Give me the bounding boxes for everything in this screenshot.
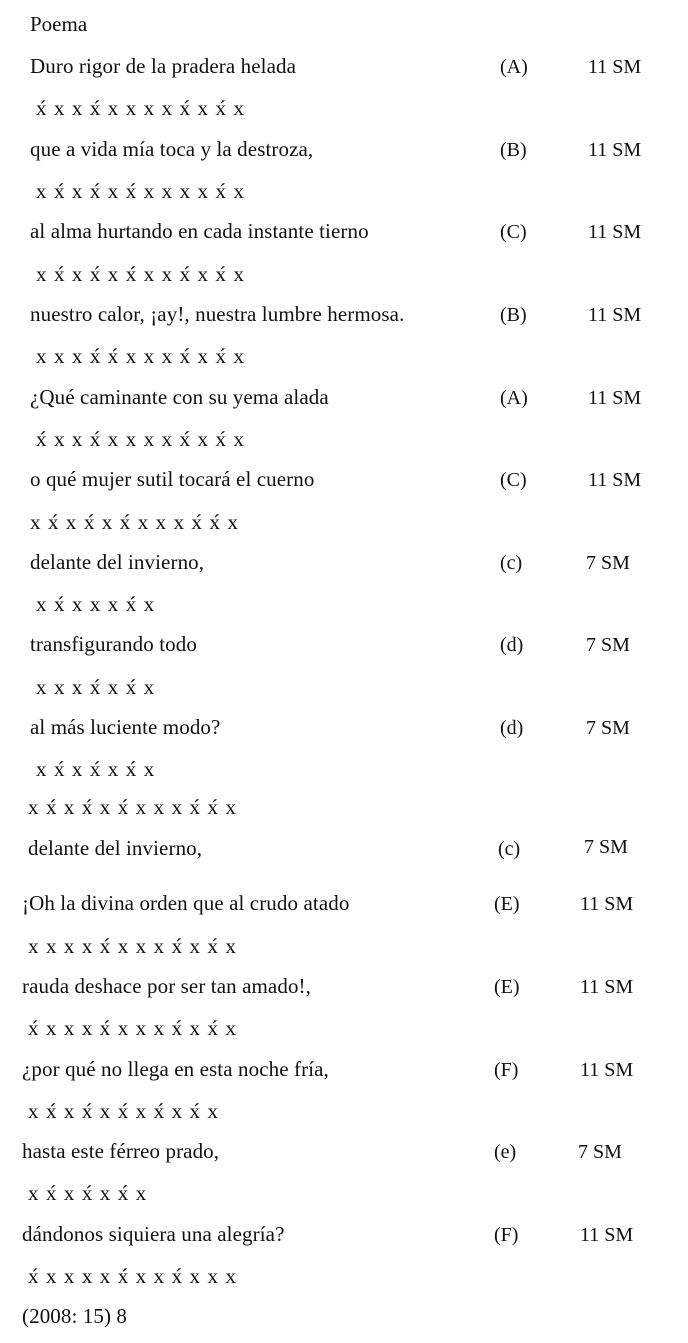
rhyme-label-11: (E) (494, 976, 520, 998)
scansion-line-10: x x x x x́ x x x x́ x x́ x (28, 934, 238, 958)
verse-line-10: ¡Oh la divina orden que al crudo atado (22, 891, 350, 915)
scansion-line-14: x́ x x x x x́ x x x́ x x x (28, 1264, 238, 1288)
rhyme-label-3: (C) (500, 221, 527, 243)
meter-label-4: 11 SM (588, 304, 642, 326)
verse-line-2: que a vida mía toca y la destroza, (30, 137, 314, 161)
rhyme-label-1: (A) (500, 56, 528, 78)
meter-label-6: 11 SM (588, 469, 642, 491)
meter-label-14: 11 SM (580, 1224, 634, 1246)
rhyme-label-7: (c) (500, 552, 523, 574)
scansion-line-3: x x́ x x́ x x́ x x x́ x x́ x (36, 262, 246, 286)
verse-line-6: o qué mujer sutil tocará el cuerno (30, 467, 315, 491)
meter-label-9: 7 SM (586, 717, 630, 739)
verse-line-repeat: delante del invierno, (28, 836, 203, 860)
scansion-line-7: x x́ x x x x́ x (36, 592, 156, 616)
citation: (2008: 15) 8 (22, 1304, 128, 1328)
meter-label-7: 7 SM (586, 552, 630, 574)
scansion-line-9: x x́ x x́ x x́ x (36, 757, 156, 781)
scansion-line-11: x́ x x x x́ x x x x́ x x́ x (28, 1016, 238, 1040)
meter-label-13: 7 SM (578, 1141, 622, 1163)
rhyme-label-5: (A) (500, 387, 528, 409)
scansion-line-1: x́ x x x́ x x x x x́ x x́ x (36, 96, 246, 120)
scansion-line-4: x x x x́ x́ x x x x́ x x́ x (36, 344, 246, 368)
verse-line-1: Duro rigor de la pradera helada (30, 54, 297, 78)
meter-label-10: 11 SM (580, 893, 634, 915)
rhyme-label-10: (E) (494, 893, 520, 915)
rhyme-label-repeat: (c) (498, 838, 521, 860)
rhyme-label-13: (e) (494, 1141, 517, 1163)
scansion-line-8: x x x x́ x x́ x (36, 675, 156, 699)
rhyme-label-14: (F) (494, 1224, 519, 1246)
scansion-line-2: x x́ x x́ x x́ x x x x x́ x (36, 179, 246, 203)
verse-line-8: transfigurando todo (30, 632, 197, 656)
meter-label-8: 7 SM (586, 634, 630, 656)
scansion-line-13: x x́ x x́ x x́ x (28, 1181, 148, 1205)
meter-label-repeat: 7 SM (584, 836, 628, 858)
meter-label-1: 11 SM (588, 56, 642, 78)
meter-label-3: 11 SM (588, 221, 642, 243)
rhyme-label-8: (d) (500, 634, 524, 656)
rhyme-label-9: (d) (500, 717, 524, 739)
verse-line-7: delante del invierno, (30, 550, 205, 574)
verse-line-3: al alma hurtando en cada instante tierno (30, 219, 369, 243)
verse-line-4: nuestro calor, ¡ay!, nuestra lumbre hermosa. (30, 302, 405, 326)
scansion-line-5: x́ x x x́ x x x x x́ x x́ x (36, 427, 246, 451)
meter-label-5: 11 SM (588, 387, 642, 409)
scansion-line-12: x x́ x x́ x x́ x x́ x x́ x (28, 1099, 220, 1123)
rhyme-label-12: (F) (494, 1059, 519, 1081)
meter-label-12: 11 SM (580, 1059, 634, 1081)
rhyme-label-2: (B) (500, 139, 527, 161)
rhyme-label-6: (C) (500, 469, 527, 491)
poem-title: Poema (30, 12, 88, 36)
verse-line-13: hasta este férreo prado, (22, 1139, 220, 1163)
meter-label-2: 11 SM (588, 139, 642, 161)
scansion-line-6: x x́ x x́ x x́ x x x x́ x́ x (30, 510, 240, 534)
meter-label-11: 11 SM (580, 976, 634, 998)
scansion-line-extra: x x́ x x́ x x́ x x x x́ x́ x (28, 795, 238, 819)
verse-line-5: ¿Qué caminante con su yema alada (30, 385, 329, 409)
verse-line-9: al más luciente modo? (30, 715, 221, 739)
rhyme-label-4: (B) (500, 304, 527, 326)
verse-line-12: ¿por qué no llega en esta noche fría, (22, 1057, 329, 1081)
verse-line-11: rauda deshace por ser tan amado!, (22, 974, 311, 998)
verse-line-14: dándonos siquiera una alegría? (22, 1222, 285, 1246)
